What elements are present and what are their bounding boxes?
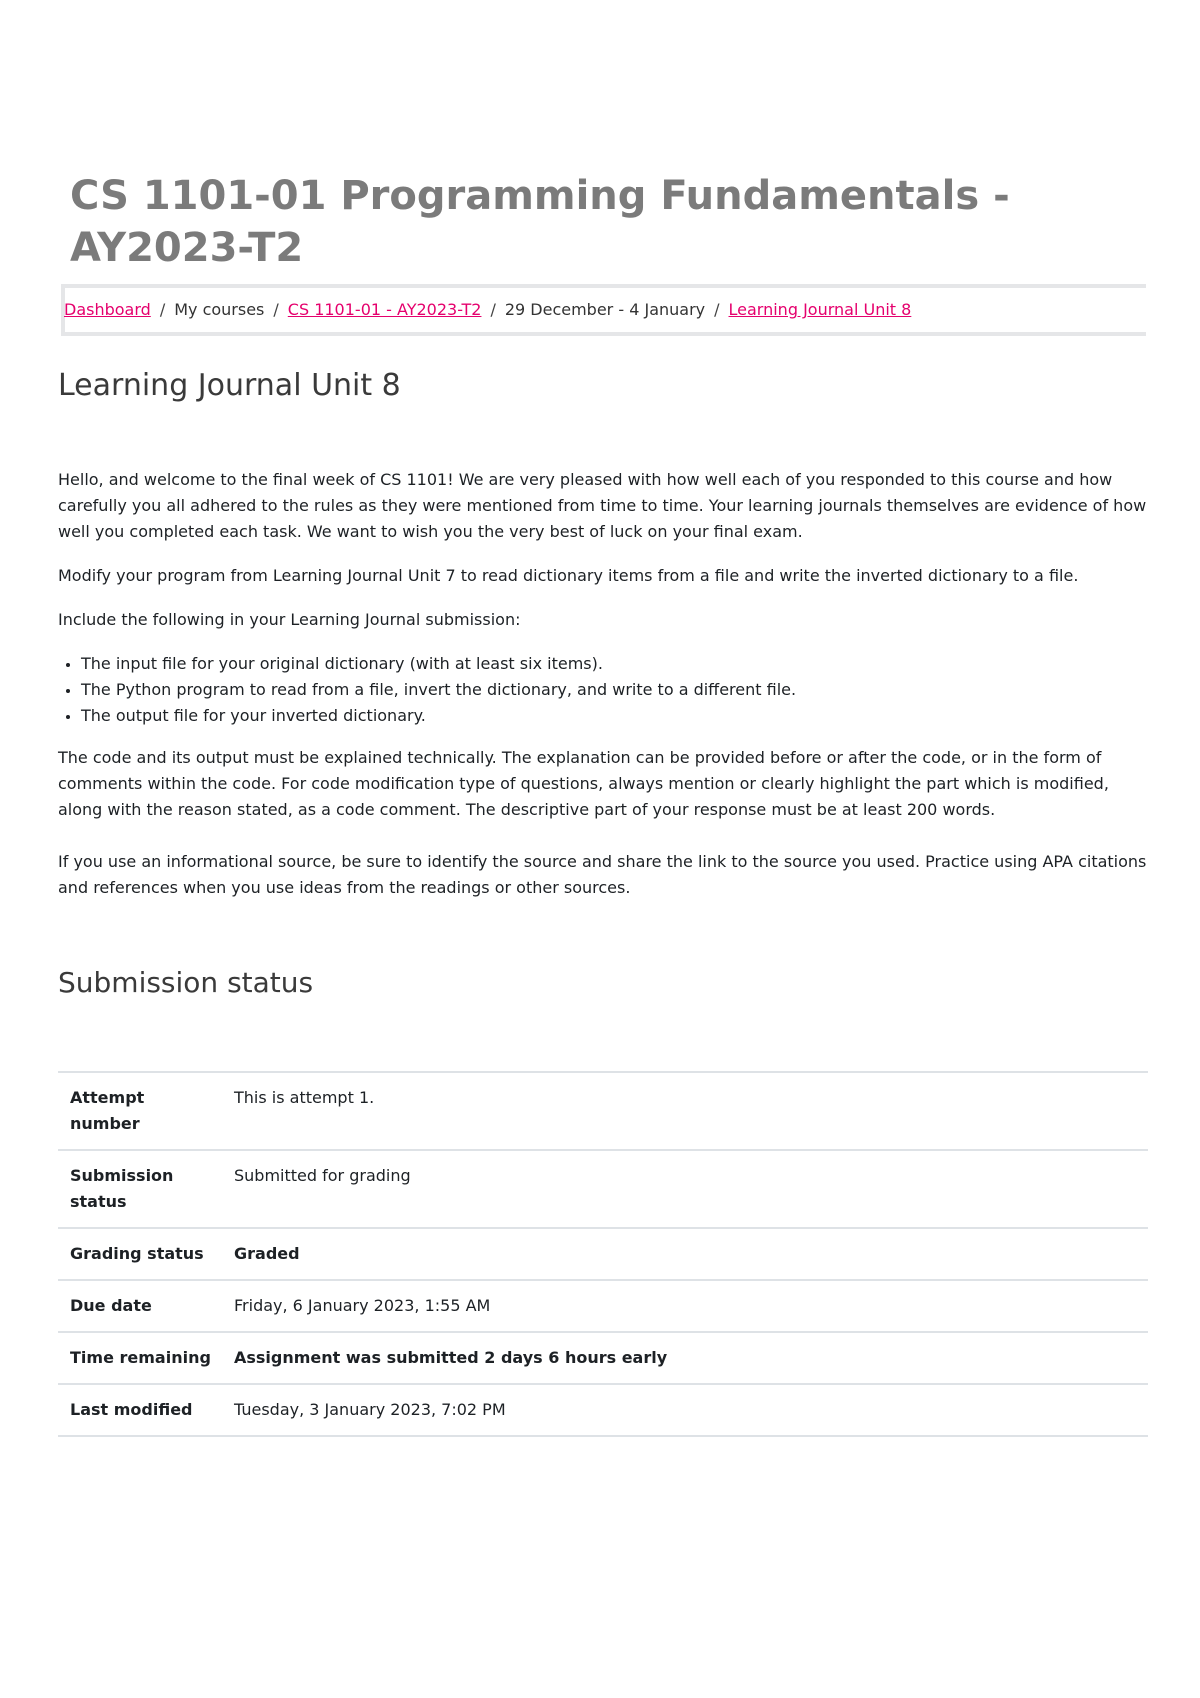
row-label-grading-status: Grading status [70,1244,204,1263]
row-label-due-date: Due date [70,1296,152,1315]
sources-paragraph: If you use an informational source, be sure to identify the source and share the link to the source you used. Practice using APA citations and references when you use ideas from the readings or other sources. [58,852,1147,897]
row-value-submission-status: Submitted for grading [234,1166,411,1185]
row-label-attempt: Attempt number [70,1088,145,1133]
list-item: • The output file for your inverted dictionary. [81,703,1152,729]
spacer [58,841,1152,849]
activity-description [58,467,1152,919]
breadcrumb-item-week [481,298,705,322]
row-value-last-modified: Tuesday, 3 January 2023, 7:02 PM [234,1400,506,1419]
breadcrumb-text-my-courses: My courses [174,300,265,319]
breadcrumb-separator: / [159,300,166,319]
activity-title: Learning Journal Unit 8 [58,368,401,403]
submission-status-title: Submission status [58,966,314,999]
row-value-time-remaining: Assignment was submitted 2 days 6 hours early [234,1348,668,1367]
submission-status-table [58,1071,1148,1437]
breadcrumb-link-dashboard[interactable]: Dashboard [64,300,151,319]
include-list [58,651,1152,729]
breadcrumb-separator: / [273,300,279,319]
row-label-time-remaining: Time remaining [70,1348,211,1367]
include-lead: Include the following in your Learning Journal submission: [58,610,521,629]
breadcrumb-item-activity[interactable] [705,298,911,322]
breadcrumb-text-week: 29 December - 4 January [504,300,706,319]
breadcrumb-link-activity[interactable]: Learning Journal Unit 8 [728,300,912,319]
table-row [58,1072,1148,1150]
breadcrumb-separator: / [714,300,720,319]
table-row [58,1228,1148,1280]
breadcrumb-item-dashboard[interactable] [64,298,151,322]
list-item: • The input file for your original dictionary (with at least six items). [81,651,1152,677]
table-row [58,1280,1148,1332]
table-row [58,1150,1148,1228]
course-title: CS 1101-01 Programming Fundamentals - AY2023-T2 [70,173,1010,271]
row-label-last-modified: Last modified [70,1400,193,1419]
table-row [58,1384,1148,1436]
table-row [58,1332,1148,1384]
row-value-attempt: This is attempt 1. [234,1088,375,1107]
breadcrumb [64,298,911,322]
breadcrumb-separator: / [490,300,496,319]
breadcrumb-link-course[interactable]: CS 1101-01 - AY2023-T2 [287,300,482,319]
row-label-submission-status: Submission status [70,1166,174,1211]
intro-paragraph: Hello, and welcome to the final week of CS 1101! We are very pleased with how well each of you responded to this course and how carefully you all adhered to the rules as they were mentioned from time to time. Your learning journals themselves are evidence of how well you completed each task. We want to wish you the very best of luck on your final exam. [58,470,1147,541]
row-value-due-date: Friday, 6 January 2023, 1:55 AM [234,1296,491,1315]
breadcrumb-item-my-courses [151,298,265,322]
breadcrumb-item-course[interactable] [264,298,481,322]
explanation-paragraph: The code and its output must be explained technically. The explanation can be provided before or after the code, or in the form of comments within the code. For code modification type of questions, always mention or clearly highlight the part which is modified, along with the reason stated, as a code comment. The descriptive part of your response must be at least 200 words. [58,748,1109,819]
list-item: • The Python program to read from a file, invert the dictionary, and write to a different file. [81,677,1152,703]
row-value-grading-status: Graded [234,1244,300,1263]
task-paragraph: Modify your program from Learning Journal Unit 7 to read dictionary items from a file and write the inverted dictionary to a file. [58,566,1079,585]
